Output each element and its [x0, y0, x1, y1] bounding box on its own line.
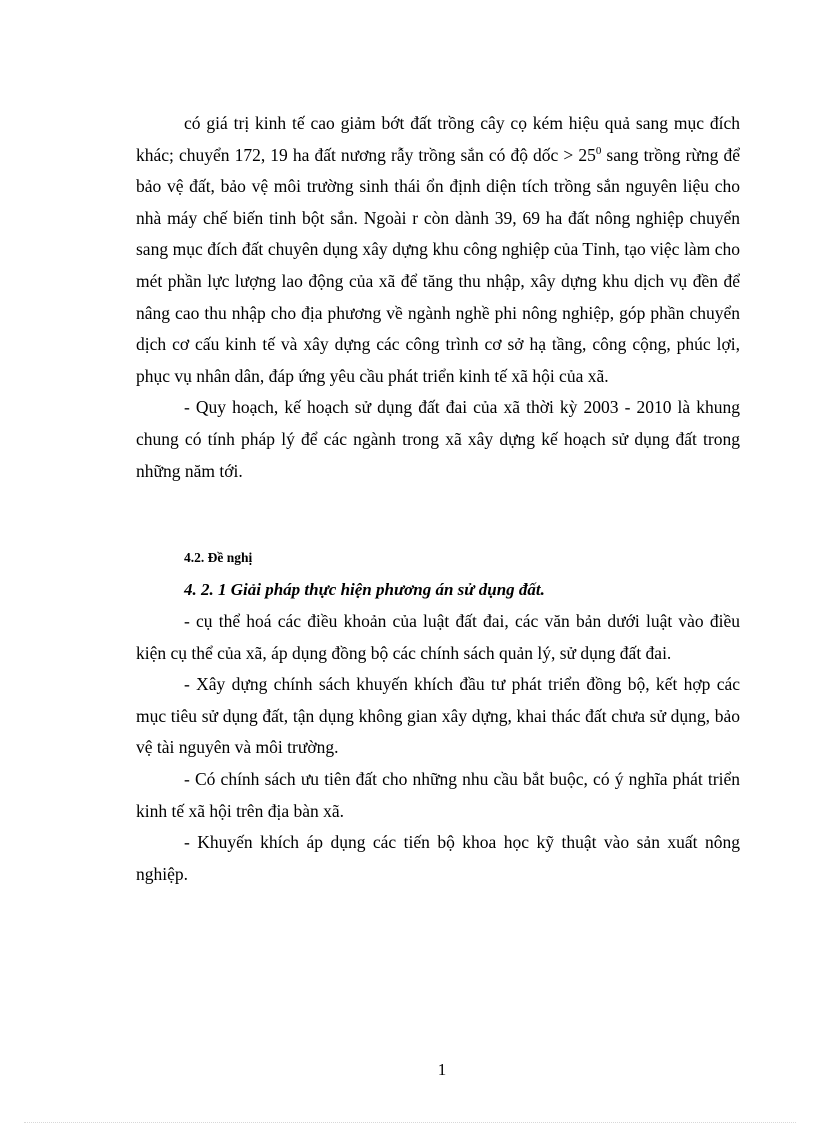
- solution-item: - cụ thể hoá các điều khoản của luật đất đai, các văn bản dưới luật vào điều kiện cụ thể của xã, áp dụng đồng bộ các chính sách quản lý, sử dụng đất đai.: [136, 611, 740, 663]
- solutions-list: [136, 606, 740, 890]
- solution-item: - Xây dựng chính sách khuyến khích đầu tư phát triển đồng bộ, kết hợp các mục tiêu sử dụng đất, tận dụng không gian xây dựng, khai thác đất chưa sử dụng, bảo vệ tài nguyên và môi trường.: [136, 674, 740, 758]
- subsection-heading: 4. 2. 1 Giải pháp thực hiện phương án sử dụng đất.: [184, 580, 545, 599]
- superscript-degree: 0: [595, 144, 602, 157]
- paragraph-text: sang trồng rừng để bảo vệ đất, bảo vệ môi trường sinh thái ổn định diện tích trồng sắn nguyên liệu cho nhà máy chế biến tinh bột sắn. Ngoài r còn dành 39, 69 ha đất nông nghiệp chuyển sang mục đích đất chuyên dụng xây dựng khu công nghiệp của Tỉnh, tạo việc làm cho mét phần lực lượng lao động của xã để tăng thu nhập, xây dựng khu dịch vụ đền để nâng cao thu nhập cho địa phương về ngành nghề phi nông nghiệp, góp phần chuyển dịch cơ cấu kinh tế và xây dựng các công trình cơ sở hạ tầng, công cộng, phúc lợi, phục vụ nhân dân, đáp ứng yêu cầu phát triển kinh tế xã hội của xã.: [136, 144, 740, 386]
- paragraph-planning: - Quy hoạch, kế hoạch sử dụng đất đai của xã thời kỳ 2003 - 2010 là khung chung có tính pháp lý để các ngành trong xã xây dựng kế hoạch sử dụng đất trong những năm tới.: [136, 397, 740, 481]
- body-text-top: [136, 108, 740, 487]
- page-number: 1: [437, 1060, 447, 1079]
- solution-item: - Khuyến khích áp dụng các tiến bộ khoa học kỹ thuật vào sản xuất nông nghiệp.: [136, 832, 740, 884]
- section-heading: 4.2. Đề nghị: [184, 550, 253, 565]
- paragraph-land-conversion: [136, 108, 740, 392]
- solution-item: - Có chính sách ưu tiên đất cho những nhu cầu bắt buộc, có ý nghĩa phát triển kinh tế xã hội trên địa bàn xã.: [136, 768, 740, 821]
- paragraph-text: có giá trị kinh tế cao giảm bớt đất trồng cây cọ kém hiệu quả sang mục đích khác; chuyển 172, 19 ha đất nương rẫy trồng sắn có độ dốc > 25: [136, 113, 740, 165]
